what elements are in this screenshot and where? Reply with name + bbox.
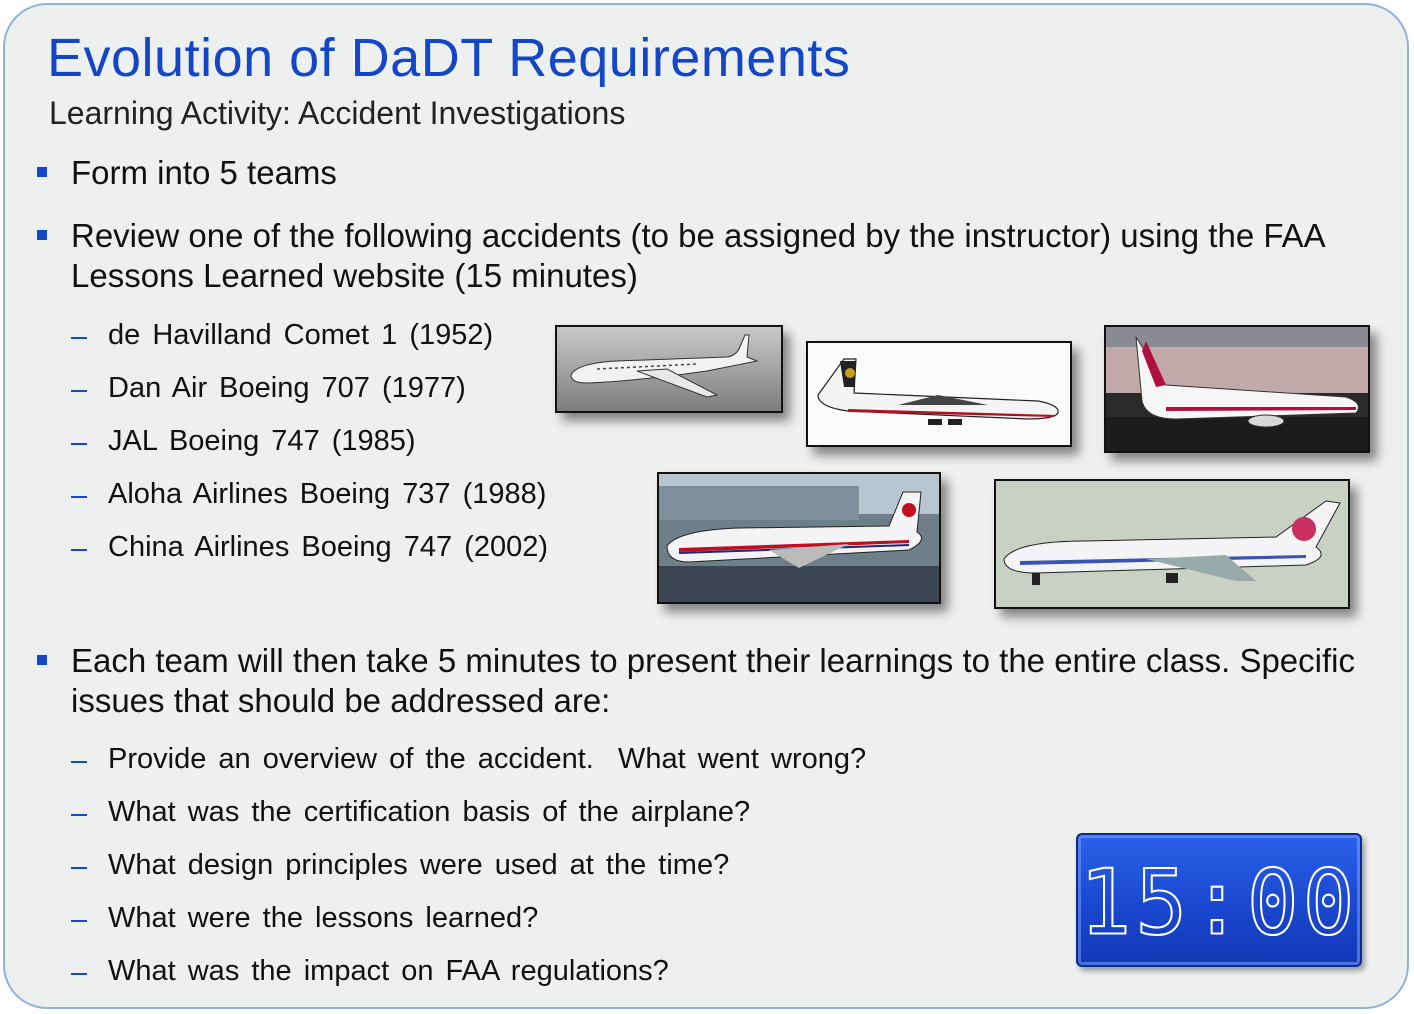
aloha-737-photo-icon: [1104, 325, 1370, 453]
comet-airplane-photo-icon: [555, 325, 783, 413]
slide-subtitle: Learning Activity: Accident Investigations: [49, 95, 626, 131]
bullet-review-accident: Review one of the following accidents (to be assigned by the instructor) using the FAA Lessons Learned website (15 minutes): [71, 216, 1351, 296]
accident-item: Aloha Airlines Boeing 737 (1988): [108, 478, 547, 510]
jal-747-photo-icon: [657, 472, 941, 604]
china-airlines-747-photo-icon: [994, 479, 1350, 609]
accident-item: China Airlines Boeing 747 (2002): [108, 531, 548, 563]
bullet-present-learnings: Each team will then take 5 minutes to present their learnings to the entire class. Specific issues that should be addressed are:: [71, 641, 1381, 721]
timer-display: 15:00: [1079, 850, 1359, 956]
accident-item: de Havilland Comet 1 (1952): [108, 319, 494, 351]
accident-item: JAL Boeing 747 (1985): [108, 425, 416, 457]
question-item: What were the lessons learned?: [108, 902, 539, 934]
slide: [3, 3, 1409, 1009]
accident-item: Dan Air Boeing 707 (1977): [108, 372, 466, 404]
question-item: What design principles were used at the time?: [108, 849, 730, 881]
question-item: Provide an overview of the accident. What went wrong?: [108, 743, 867, 775]
question-item: What was the certification basis of the airplane?: [108, 796, 751, 828]
bullet-form-teams: Form into 5 teams: [71, 154, 337, 191]
question-item: What was the impact on FAA regulations?: [108, 955, 669, 987]
countdown-timer: [1076, 833, 1362, 967]
dan-air-707-photo-icon: [806, 341, 1072, 447]
slide-title: Evolution of DaDT Requirements: [47, 28, 851, 88]
